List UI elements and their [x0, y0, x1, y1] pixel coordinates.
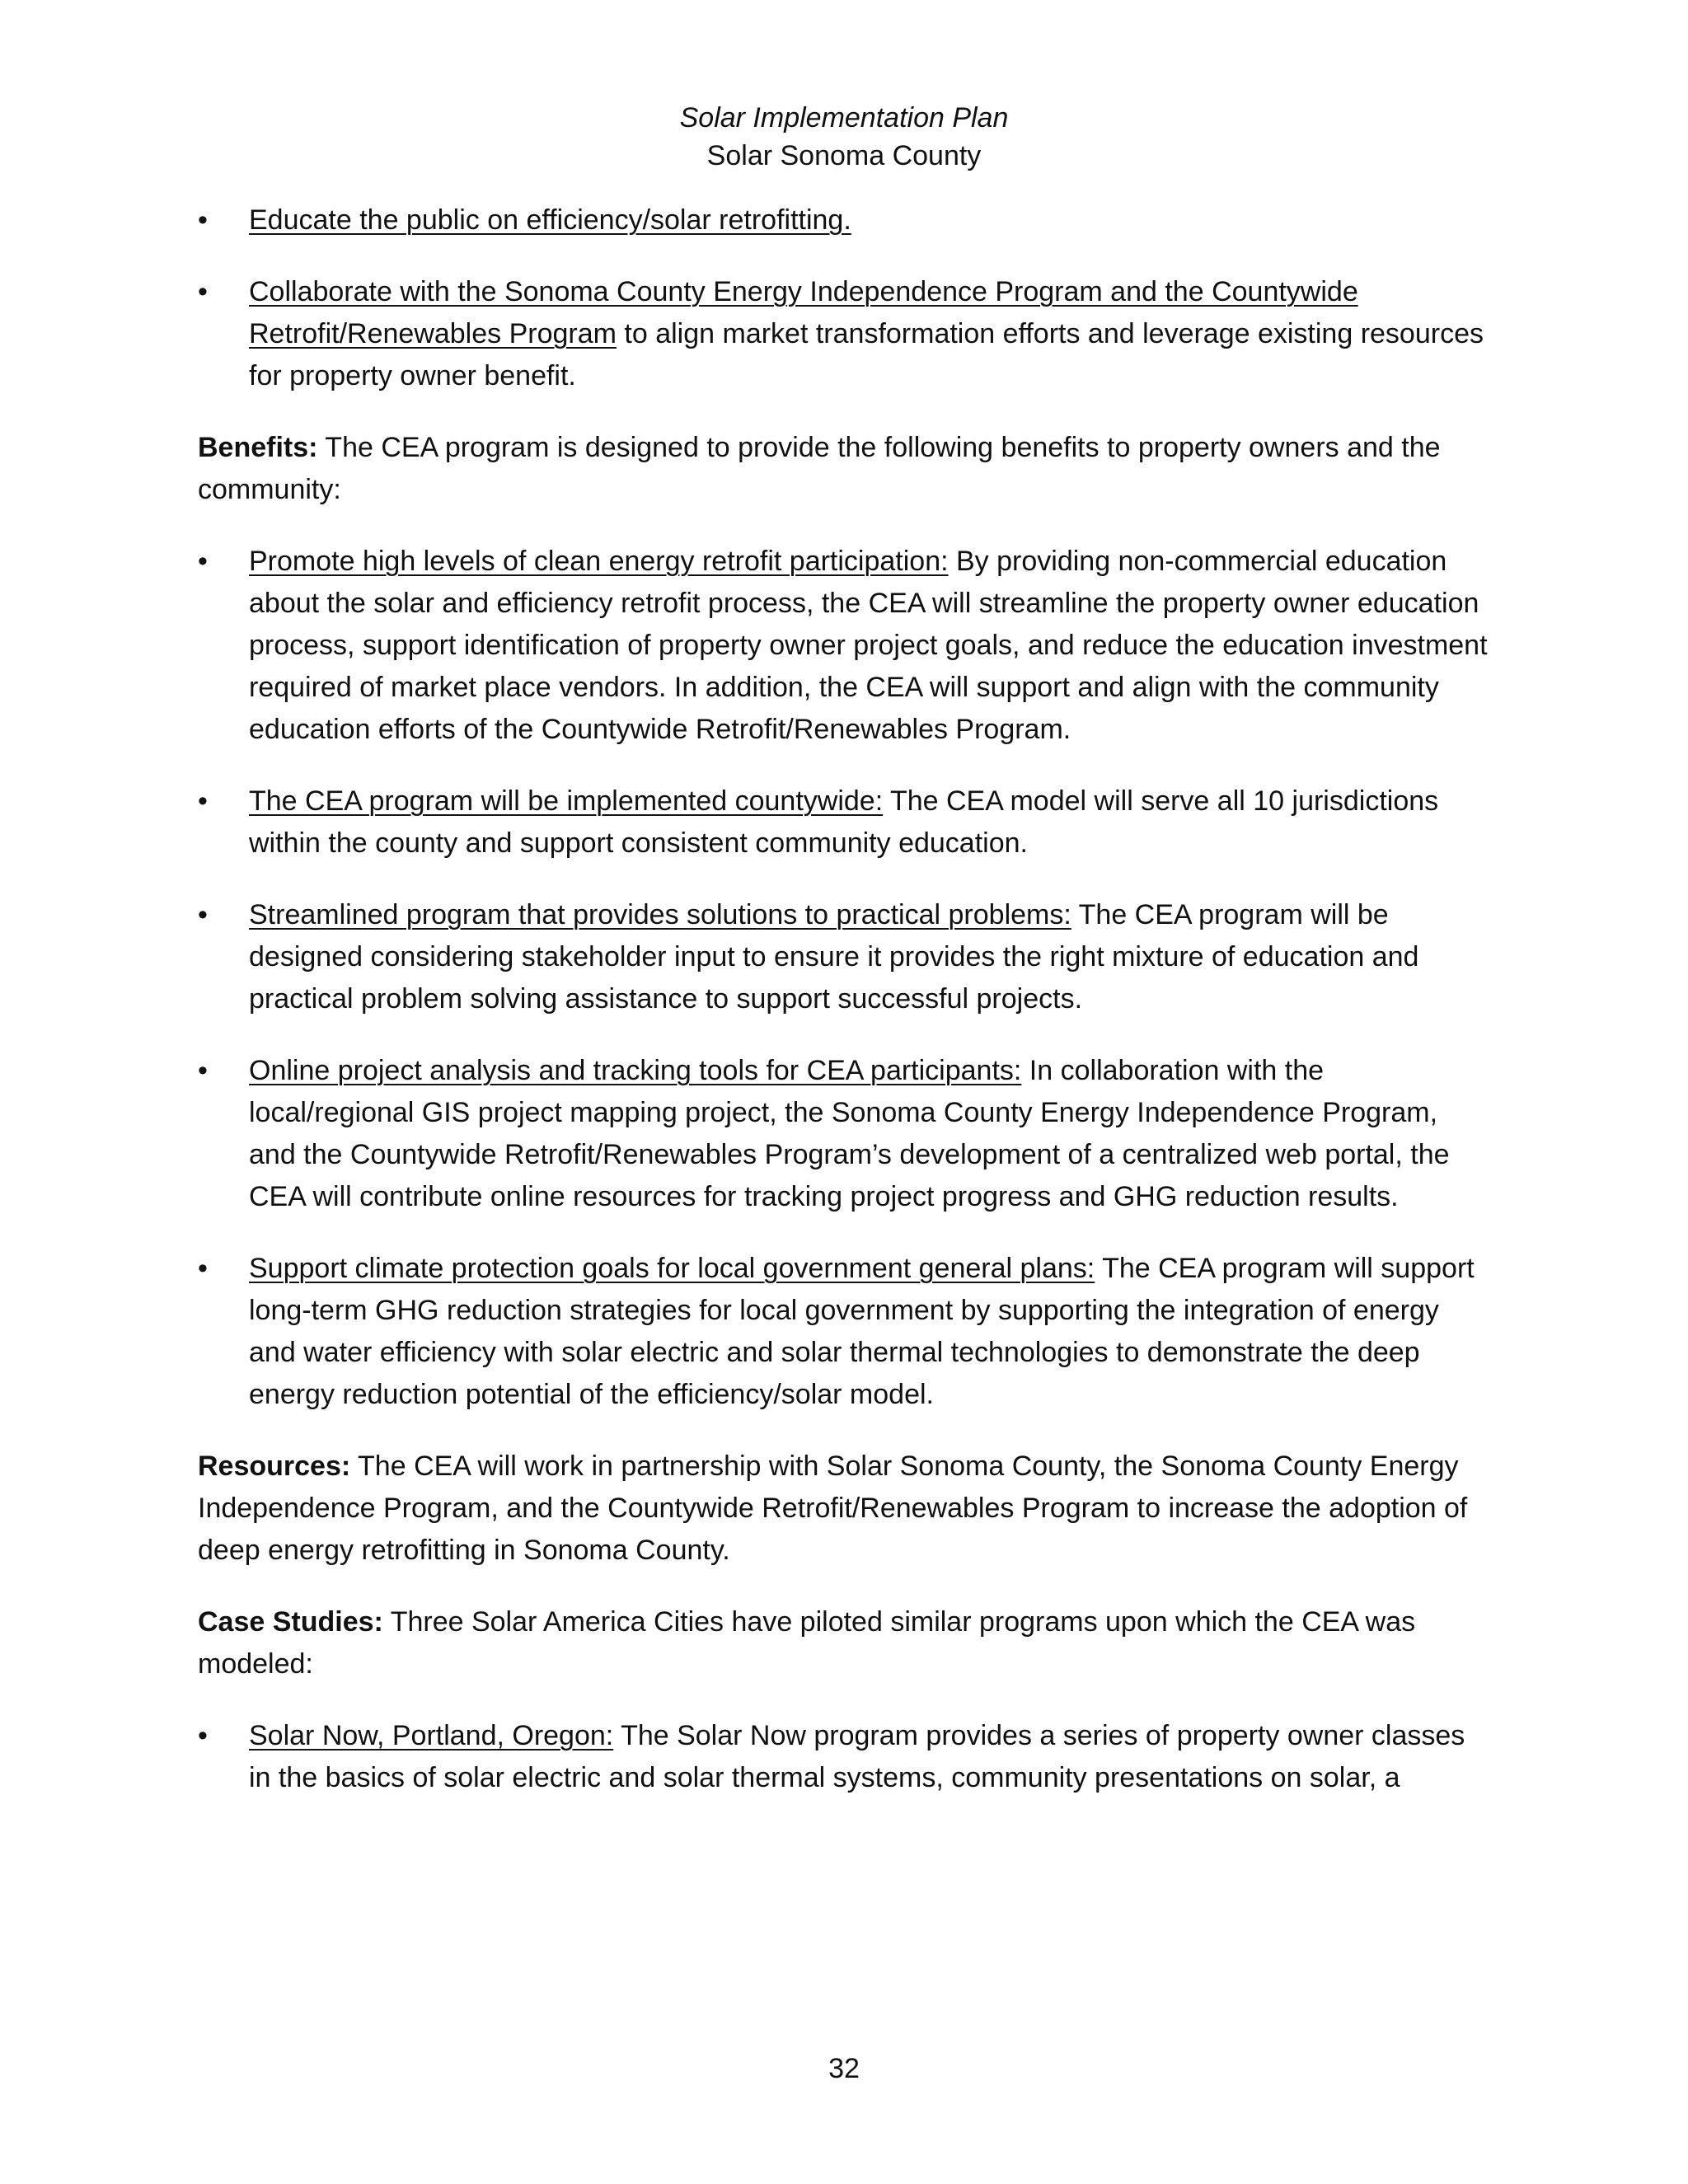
- bullet-educate-public: [198, 199, 1492, 241]
- case-study-item-solar-now: [198, 1715, 1492, 1799]
- benefit-item-streamlined: [198, 894, 1492, 1020]
- bullet-heading: Solar Now, Portland, Oregon:: [249, 1720, 614, 1751]
- resources-label: Resources:: [198, 1451, 351, 1482]
- page-number: 32: [828, 2053, 860, 2084]
- bullet-text: to align market transformation efforts and leverage existing resources for property owner benefit.: [249, 318, 1484, 391]
- page-header: [0, 99, 1688, 175]
- benefits-text: The CEA program is designed to provide the following benefits to property owners and the community:: [198, 432, 1441, 505]
- case-studies-paragraph: [198, 1601, 1492, 1685]
- bullet-heading: Promote high levels of clean energy retrofit participation:: [249, 546, 949, 577]
- case-studies-text: Three Solar America Cities have piloted similar programs upon which the CEA was modeled:: [198, 1606, 1416, 1680]
- bullet-text: By providing non-commercial education about the solar and efficiency retrofit process, the CEA will streamline the property owner education process, support identification of property owner project goals, and reduce the education investment required of market place vendors. In addition, the CEA will support and align with the community education efforts of the Countywide Retrofit/Renewables Program.: [249, 546, 1488, 745]
- benefits-label: Benefits:: [198, 432, 318, 463]
- benefits-paragraph: [198, 427, 1492, 511]
- case-studies-label: Case Studies:: [198, 1606, 383, 1638]
- document-subtitle: Solar Sonoma County: [706, 140, 982, 171]
- bullet-heading: Support climate protection goals for local government general plans:: [249, 1253, 1095, 1284]
- bullet-text: The Solar Now program provides a series of property owner classes in the basics of solar electric and solar thermal systems, community presentations on solar, a: [249, 1720, 1465, 1793]
- benefit-item-online-tools: [198, 1050, 1492, 1218]
- bullet-heading: The CEA program will be implemented countywide:: [249, 785, 884, 817]
- resources-paragraph: [198, 1446, 1492, 1572]
- bullet-heading: Collaborate with the Sonoma County Energy Independence Program and the Countywide Retrofit/Renewables Program: [249, 276, 1358, 349]
- bullet-heading: Streamlined program that provides solutions to practical problems:: [249, 899, 1071, 930]
- document-title: Solar Implementation Plan: [679, 102, 1009, 134]
- bullet-text: The CEA program will support long-term GHG reduction strategies for local government by supporting the integration of energy and water efficiency with solar electric and solar thermal technologies to demonstrate the deep energy reduction potential of the efficiency/solar model.: [249, 1253, 1475, 1410]
- benefit-item-participation: [198, 541, 1492, 751]
- benefit-item-climate-goals: [198, 1248, 1492, 1416]
- bullet-text: The CEA program will be designed considering stakeholder input to ensure it provides the right mixture of education and practical problem solving assistance to support successful projects.: [249, 899, 1419, 1015]
- document-body: [198, 199, 1492, 1829]
- bullet-collaborate: [198, 271, 1492, 397]
- bullet-heading: Educate the public on efficiency/solar retrofitting.: [249, 204, 851, 236]
- bullet-text: In collaboration with the local/regional GIS project mapping project, the Sonoma County Energy Independence Program, and the Countywide Retrofit/Renewables Program’s development of a centralized web portal, the CEA will contribute online resources for tracking project progress and GHG reduction results.: [249, 1055, 1450, 1212]
- resources-text: The CEA will work in partnership with Solar Sonoma County, the Sonoma County Energy Independence Program, and the Countywide Retrofit/Renewables Program to increase the adoption of deep energy retrofitting in Sonoma County.: [198, 1451, 1468, 1566]
- bullet-heading: Online project analysis and tracking tools for CEA participants:: [249, 1055, 1022, 1086]
- benefit-item-countywide: [198, 780, 1492, 865]
- bullet-text: The CEA model will serve all 10 jurisdictions within the county and support consistent community education.: [249, 785, 1439, 859]
